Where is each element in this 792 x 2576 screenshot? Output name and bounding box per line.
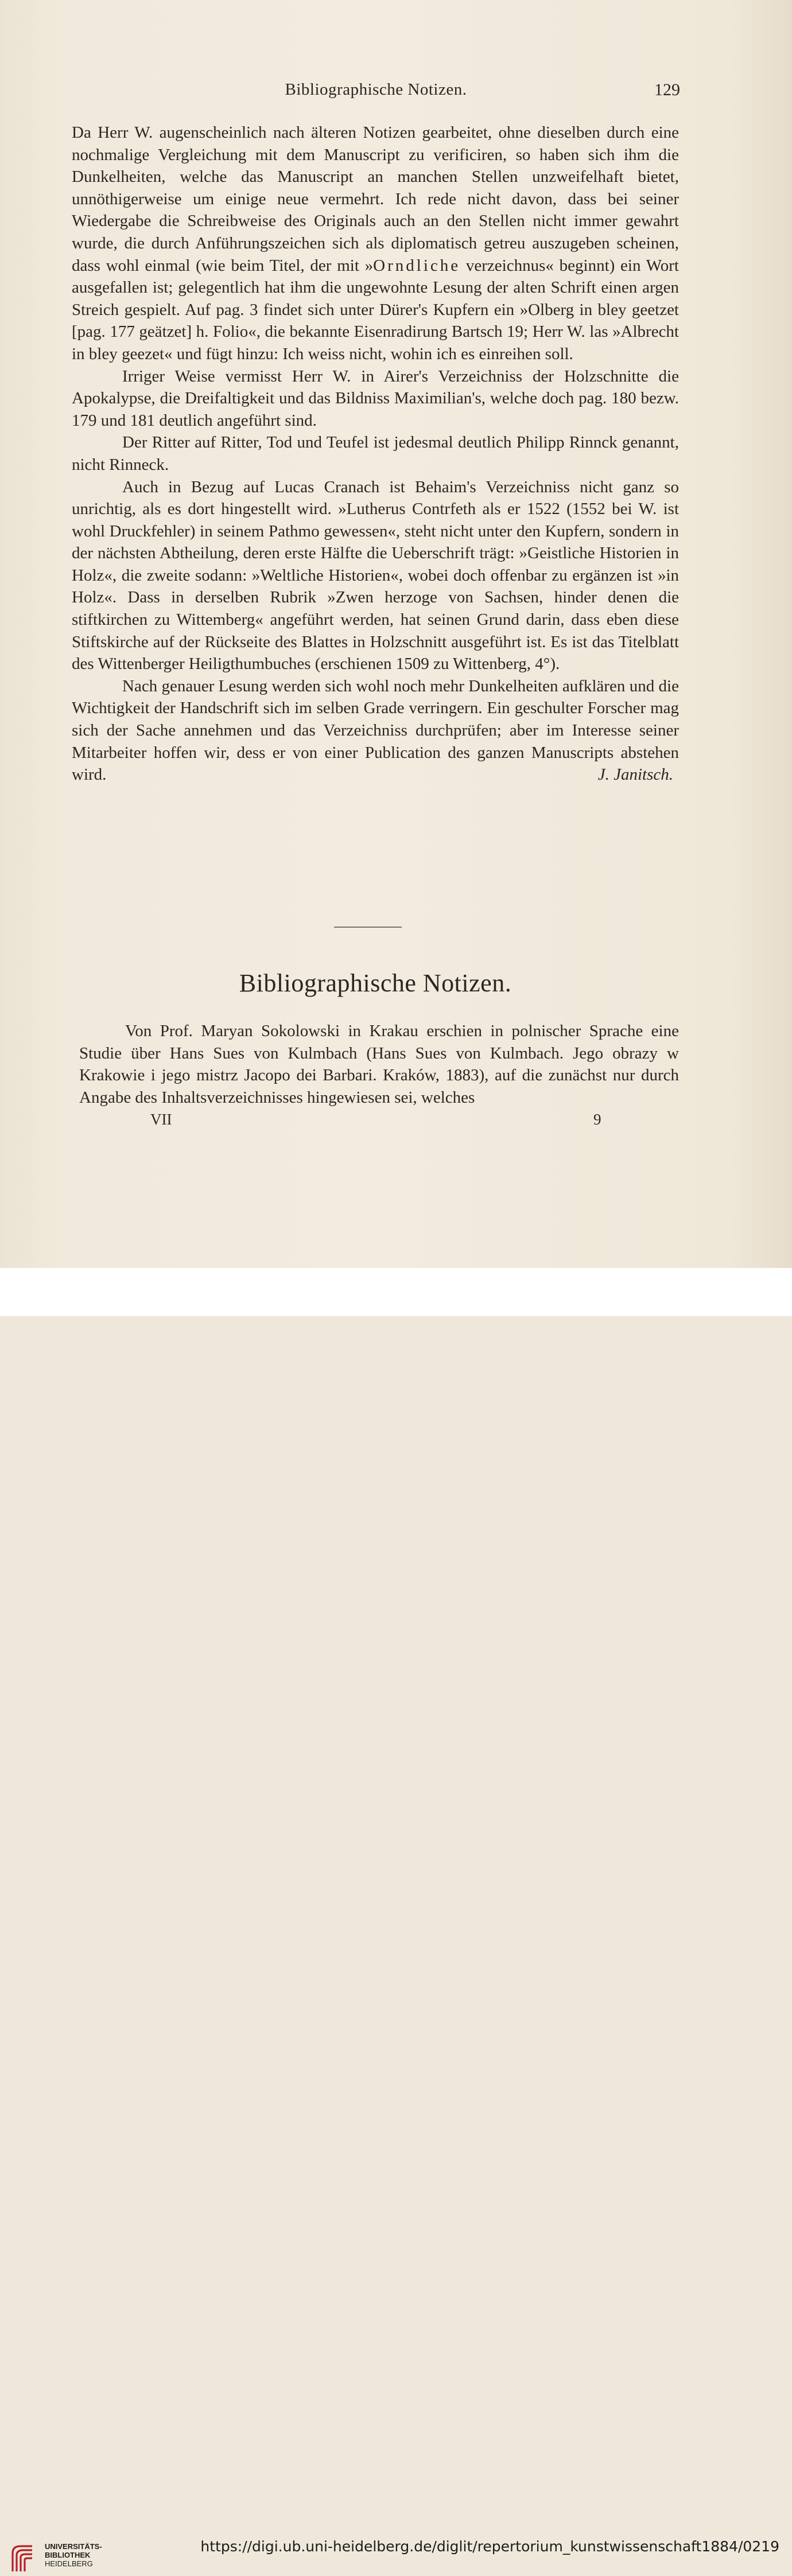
spaced-word: Orndliche <box>373 256 461 275</box>
scanned-page <box>0 0 792 1268</box>
library-logo-icon <box>8 2542 38 2576</box>
source-url-link[interactable]: https://digi.ub.uni-heidelberg.de/diglit/repertorium_kunstwissenschaft1884/0219 <box>200 2538 779 2555</box>
signature-mark-left: VII <box>150 1111 172 1128</box>
section-text <box>79 1020 679 1108</box>
library-logo-text: UNIVERSITÄTS- BIBLIOTHEK HEIDELBERG <box>45 2542 102 2568</box>
review-paragraph-5: Nach genauer Lesung werden sich wohl noch mehr Dunkelheiten aufklären und die Wichtigkeit der Handschrift sich im selben Grade verringern. Ein geschulter Forscher mag sich der Sache annehmen und das Verzeichniss durchprüfen; aber im Interesse seiner Mitarbeiter hoffen wir, dess er von einer Publication des ganzen Manuscripts abstehen wird. J. Janitsch. <box>72 675 679 786</box>
section-divider <box>334 927 402 928</box>
running-head <box>72 80 680 103</box>
review-paragraph-3: Der Ritter auf Ritter, Tod und Teufel ist jedesmal deutlich Philipp Rinnck genannt, nicht Rinneck. <box>72 433 679 474</box>
running-title: Bibliographische Notizen. <box>285 80 467 99</box>
review-paragraph-2: Irriger Weise vermisst Herr W. in Airer's Verzeichniss der Holzschnitte die Apokalypse, die Dreifaltigkeit und das Bildniss Maximilian's, welche doch pag. 180 bezw. 179 und 181 deutlich angeführt sind. <box>72 367 679 430</box>
signature-mark-right: 9 <box>593 1111 601 1128</box>
review-paragraph-1: Da Herr W. augenscheinlich nach älteren Notizen gearbeitet, ohne dieselben durch eine nochmalige Vergleichung mit dem Manuscript zu verificiren, so haben sich ihm die Dunkelheiten, welche das Manuscript an manchen Stellen unzweifelhaft bietet, unnöthigerweise um einige neue vermehrt. Ich rede nicht davon, dass bei seiner Wiedergabe die Schreibweise des Originals auch an den Stellen nicht immer gewahrt wurde, die durch Anführungszeichen sich als diplomatisch getreu auszugeben scheinen, dass wohl einmal (wie beim Titel, der mit »Orndliche verzeichnus« beginnt) ein Wort ausgefallen ist; gelegentlich hat ihm die ungewohnte Lesung der alten Schrift einen argen Streich gespielt. Auf pag. 3 findet sich unter Dürer's Kupfern ein »Olberg in bley geetzet [pag. 177 geätzet] h. Folio«, die bekannte Eisenradirung Bartsch 19; Herr W. las »Albrecht in bley geezet« und fügt hinzu: Ich weiss nicht, wohin ich es einreihen soll. <box>72 123 679 363</box>
page-number: 129 <box>654 80 680 99</box>
author-signature: J. Janitsch. <box>597 765 673 784</box>
section-paragraph-1: Von Prof. Maryan Sokolowski in Krakau erschien in polnischer Sprache eine Studie über Hans Sues von Kulmbach (Hans Sues von Kulmbach. Jego obrazy w Krakowie i jego mistrz Jacopo dei Barbari. Kraków, 1883), auf die zunächst nur durch Angabe des Inhaltsverzeichnisses hingewiesen sei, welches <box>79 1022 679 1107</box>
library-footer <box>0 1268 792 2568</box>
review-text <box>72 122 679 786</box>
review-paragraph-4: Auch in Bezug auf Lucas Cranach ist Behaim's Verzeichniss nicht ganz so unrichtig, als es dort hingestellt wird. »Lutherus Contrfeth als er 1522 (1552 bei W. ist wohl Druckfehler) in seinem Pathmo gewessen«, steht nicht unter den Kupfern, sondern in der nächsten Abtheilung, deren erste Hälfte die Ueberschrift trägt: »Geistliche Historien in Holz«, die zweite sodann: »Weltliche Historien«, wobei doch offenbar zu ergänzen ist »in Holz«. Dass in derselben Rubrik »Zwen herzoge von Sachsen, hinder denen die stiftkirchen zu Wittemberg« angeführt werden, hat seinen Grund darin, dass eben diese Stiftskirche auf der Rückseite des Blattes in Holzschnitt ausgeführt ist. Es ist das Titelblatt des Wittenberger Heiligthumbuches (erschienen 1509 zu Wittenberg, 4°). <box>72 477 679 674</box>
section-heading: Bibliographische Notizen. <box>239 969 512 997</box>
